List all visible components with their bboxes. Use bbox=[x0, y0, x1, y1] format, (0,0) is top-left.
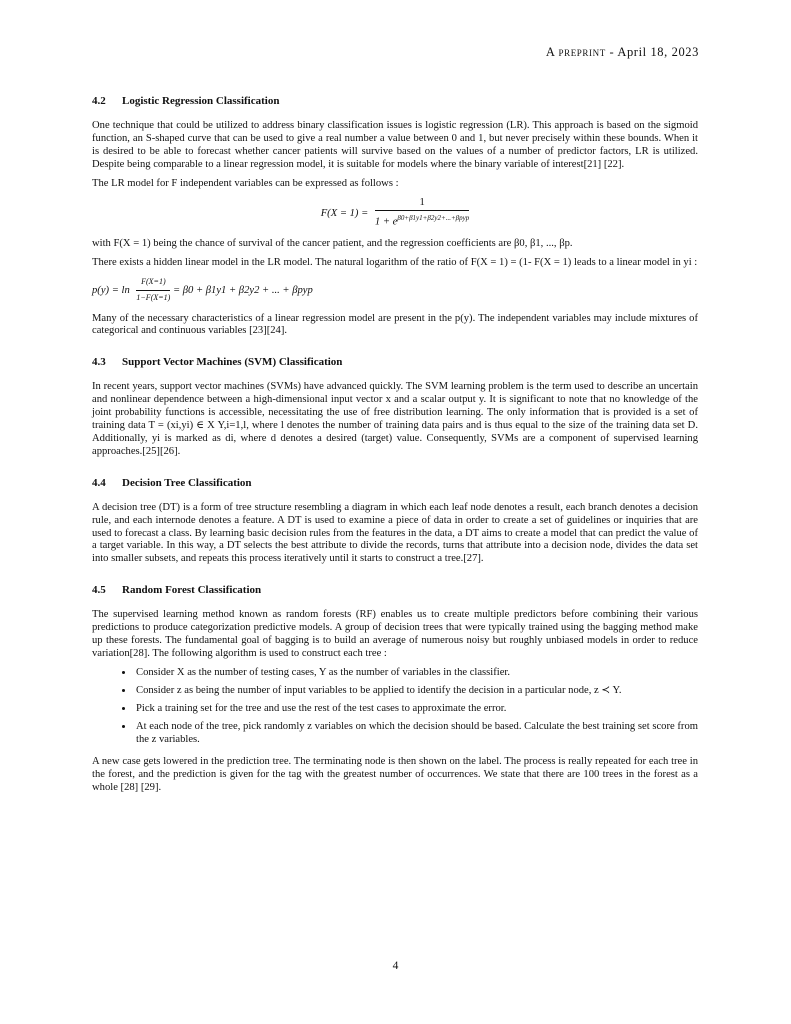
section-title: Logistic Regression Classification bbox=[122, 95, 280, 107]
section-title: Decision Tree Classification bbox=[122, 476, 252, 489]
equation-1 bbox=[92, 197, 698, 230]
equation-fraction bbox=[136, 276, 170, 305]
equation-2 bbox=[92, 276, 698, 305]
equation-lhs: F(X = 1) = bbox=[320, 207, 369, 219]
paragraph: A decision tree (DT) is a form of tree structure resembling a diagram in which each leaf node denotes a result, each branch denotes a decision rule, and each internode denotes a feature. A DT is used to examine a piece of data in order to create a set of guidelines or inquiries that are used to forecast a class. By learning basic decision rules from the features in the data, a DT aims to create a model that can predict the value of a target variable. In this way, a DT selects the best attribute to divide the records, turns that attribute into a decision node, divides the data set into smaller subsets, and repeats this process iteratively until it starts to construct a tree.[27]. bbox=[92, 501, 698, 565]
section-title: Support Vector Machines (SVM) Classification bbox=[122, 356, 343, 369]
paragraph: with F(X = 1) being the chance of survival of the cancer patient, and the regression coefficients are β0, β1, ..., βp. bbox=[92, 237, 573, 249]
paragraph: The LR model for F independent variables can be expressed as follows : bbox=[92, 177, 399, 189]
equation-rhs: = β0 + β1y1 + β2y2 + ... + βpyp bbox=[172, 284, 313, 296]
paragraph: Many of the necessary characteristics of a linear regression model are present in the p(y). The independent variables may include mixtures of categorical and continuous variables [23][24]. bbox=[92, 312, 698, 337]
section-heading-4-2 bbox=[92, 95, 698, 108]
paragraph: In recent years, support vector machines (SVMs) have advanced quickly. The SVM learning problem is the term used to describe an uncertain and nonlinear dependence between a high-dimensional input vector x and a scalar output y. It is significant to note that no knowledge of the joint probability functions is accessible, necessitating the use of free distribution learning. The only information that is provided is a set of training data T = (xi,yi) ∈ X Y,i=1,l, where l denotes the number of training data pairs and is thus equal to the size of the training data set D. Additionally, yi is marked as di, where d denotes a desired (target) value. Consequently, SVMs are a component of supervised learning approaches.[25][26]. bbox=[92, 381, 698, 457]
section-heading-4-4 bbox=[92, 477, 698, 490]
body-text bbox=[92, 95, 698, 801]
header-prefix: A bbox=[545, 45, 559, 59]
list-item: • Pick a training set for the tree and use the rest of the test cases to approximate the error. bbox=[134, 703, 698, 716]
fraction-numerator: F(X=1) bbox=[136, 276, 170, 291]
section-heading-4-5 bbox=[92, 584, 698, 597]
fraction-denominator bbox=[375, 211, 469, 229]
paragraph: The supervised learning method known as random forests (RF) enables us to create multiple predictors before combining their various predictions to produce categorization predictive models. A group of decision trees that were typically trained using the bagging method make up these forests. The fundamental goal of bagging is to build an average of numerous noisy but roughly unbiased models in order to reduce variation[28]. The following algorithm is used to construct each tree : bbox=[92, 609, 698, 659]
section-title: Random Forest Classification bbox=[122, 584, 262, 597]
paragraph: A new case gets lowered in the prediction tree. The terminating node is then shown on the label. The process is really repeated for each tree in the forest, and the prediction is given for the tag with the greatest number of occurrences. We state that there are 100 trees in the forest as a whole [28] [29]. bbox=[92, 756, 698, 794]
running-header bbox=[546, 45, 699, 60]
paragraph: One technique that could be utilized to address binary classification issues is logistic regression (LR). This approach is based on the sigmoid function, an S-shaped curve that can be used to give a real number a value between 0 and 1, but never precisely within these bounds. When it is desired to be able to forecast whether cancer patients will survive based on the values of a number of predictor factors, LR is utilized. Despite being comparable to a linear regression model, it is suitable for models where the binary variable of interest[21] [22]. bbox=[92, 120, 698, 170]
algorithm-list bbox=[92, 667, 698, 747]
fraction-denominator: 1−F(X=1) bbox=[136, 292, 171, 302]
page-number: 4 bbox=[392, 960, 399, 972]
equation-lhs: p(y) = ln bbox=[92, 284, 130, 296]
list-item: • At each node of the tree, pick randomly z variables on which the decision should be based. Calculate the best training set score from the z variables. bbox=[134, 721, 698, 747]
fraction-numerator: 1 bbox=[375, 197, 469, 212]
section-number: 4.4 bbox=[92, 476, 106, 489]
section-number: 4.3 bbox=[92, 356, 106, 369]
section-number: 4.5 bbox=[92, 584, 106, 597]
header-label: preprint bbox=[558, 45, 606, 59]
section-heading-4-3 bbox=[92, 356, 698, 369]
list-item: • Consider X as the number of testing cases, Y as the number of variables in the classifier. bbox=[134, 667, 698, 680]
denominator-base: 1 + e bbox=[374, 216, 398, 228]
equation-fraction bbox=[375, 197, 469, 230]
header-date: - April 18, 2023 bbox=[605, 45, 699, 59]
section-number: 4.2 bbox=[92, 95, 106, 107]
denominator-exponent: β0+β1y1+β2y2+...+βpyp bbox=[397, 214, 470, 223]
list-item: • Consider z as being the number of input variables to be applied to identify the decision in a particular node, z ≺ Y. bbox=[134, 685, 698, 698]
paragraph: There exists a hidden linear model in the LR model. The natural logarithm of the ratio of F(X = 1) = (1- F(X = 1) leads to a linear model in yi : bbox=[92, 256, 698, 268]
